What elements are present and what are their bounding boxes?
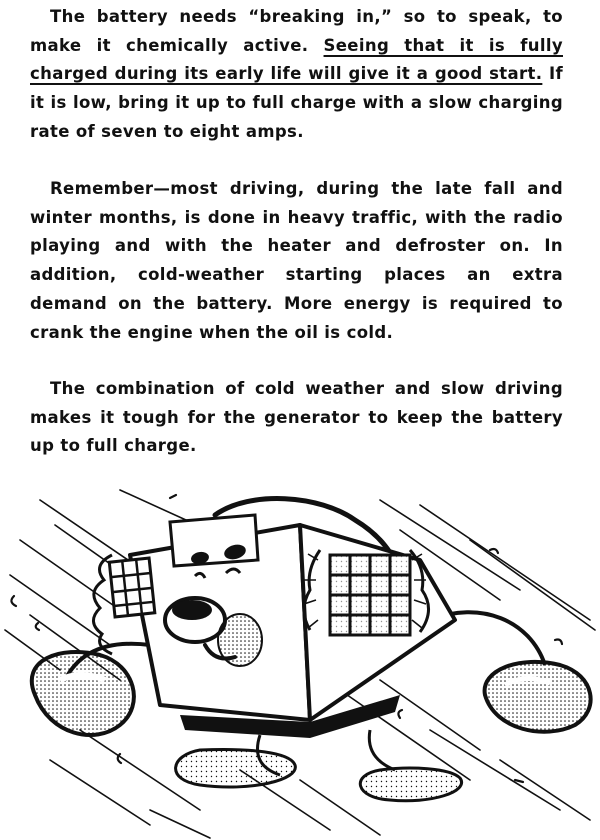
right-glove: [485, 662, 591, 732]
battery-feet: [176, 730, 462, 801]
paragraph-2-text: Remember—most driving, during the late fall and winter months, is done in heavy traffic, with the radio playing and with the heater and defroster on. In addition, cold-weather starting places an extra demand on the battery. More energy is required to crank the engine when the oil is cold.: [30, 179, 563, 342]
paragraph-generator: [30, 375, 563, 461]
paragraph-3-text: The combination of cold weather and slow driving makes it tough for the generator to keep the battery up to full charge.: [30, 379, 563, 456]
paragraph-1-text-end: If it is low, bring it up to full charge with a slow charging rate of seven to eight amps.: [30, 64, 563, 141]
paragraph-1-text-start: The battery needs “breaking in,” so to speak, to make it chemically active.: [30, 7, 563, 55]
paragraph-winter-driving: [30, 175, 563, 347]
underlined-sentence: Seeing that it is fully charged during its early life will give it a good start.: [30, 35, 563, 84]
left-glove: [32, 652, 134, 735]
paragraph-breaking-in: [30, 3, 563, 147]
battery-top-cap: [170, 515, 258, 566]
battery-cartoon-illustration: [0, 480, 600, 840]
battery-nose: [165, 598, 225, 642]
